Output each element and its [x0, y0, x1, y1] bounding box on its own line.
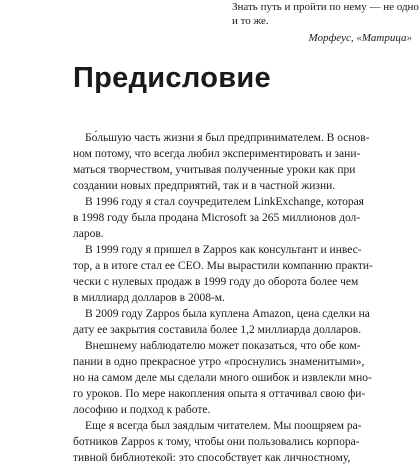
epigraph-line: Знать путь и пройти по нему — не одно — [232, 1, 419, 13]
body-text-line: чески с нулевых продаж в 1999 году до оборота более чем — [73, 276, 359, 288]
chapter-title: Предисловие — [73, 62, 271, 94]
body-text-line: Еще я всегда был заядлым читателем. Мы поощряем ра- — [85, 420, 362, 432]
body-text-line: го уроков. По мере накопления опыта я оттачивал свою фи- — [73, 388, 366, 400]
body-text-line: пании в одно прекрасное утро «проснулись знаменитыми», — [73, 356, 365, 368]
body-text — [73, 130, 373, 466]
body-text-line: В 1999 году я пришел в Zappos как консультант и инвес- — [85, 244, 362, 256]
body-text-line: В 2009 году Zappos была куплена Amazon, цена сделки на — [85, 308, 370, 320]
body-text-line: тивной библиотекой: это способствует как личностному, — [73, 452, 351, 464]
body-text-line: создании новых предприятий, так и в частной жизни. — [73, 180, 336, 192]
body-text-line: В 1996 году я стал соучредителем LinkExchange, которая — [85, 196, 364, 208]
body-text-line: в 1998 году была продана Microsoft за 265 миллионов дол- — [73, 212, 361, 224]
body-text-line: Бо́льшую часть жизни я был предпринимателем. В основ- — [85, 132, 370, 144]
body-text-line: Внешнему наблюдателю может показаться, что обе ком- — [85, 340, 361, 352]
body-text-line: дату ее закрытия составила более 1,2 миллиарда долларов. — [73, 324, 362, 336]
body-text-line: ботников Zappos к тому, чтобы они пользовались корпора- — [73, 436, 360, 448]
epigraph — [232, 0, 419, 45]
body-text-line: лософию и подход к работе. — [73, 404, 211, 416]
body-text-line: в миллиард долларов в 2008-м. — [73, 292, 225, 304]
epigraph-attribution: Морфеус, «Матрица» — [308, 32, 412, 44]
body-text-line: маться творчеством, учитывая полученные уроки как при — [73, 164, 356, 176]
body-text-line: но на самом деле мы сделали много ошибок и извлекли мно- — [73, 372, 372, 384]
body-text-line: ларов. — [73, 228, 104, 240]
body-text-line: ном потому, что всегда любил экспериментировать и зани- — [73, 148, 361, 160]
epigraph-line: и то же. — [232, 15, 269, 27]
body-text-line: тор, а в итоге стал ее CEO. Мы вырастили компанию практи- — [73, 260, 373, 272]
